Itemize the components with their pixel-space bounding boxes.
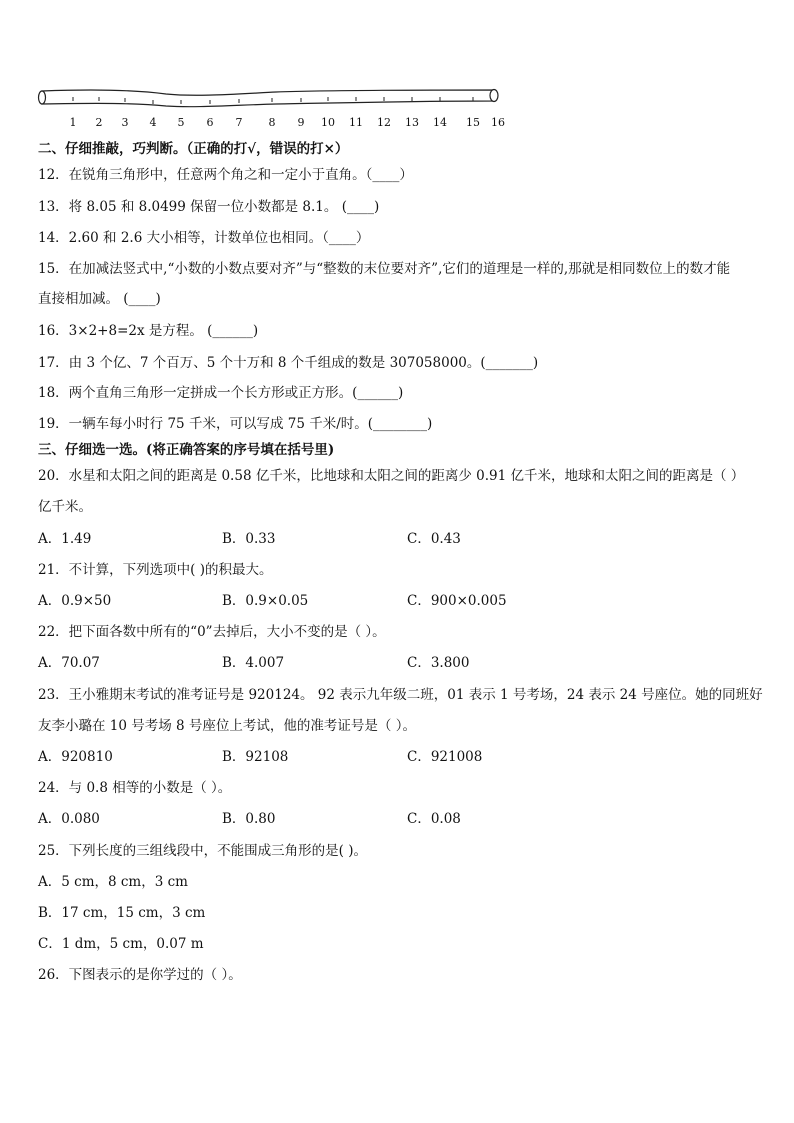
ruler-tick-label: 7 xyxy=(235,116,243,129)
ruler-figure xyxy=(36,84,506,134)
ruler-left-end xyxy=(39,91,46,104)
question-15-line1: 15．在加减法竖式中,“小数的小数点要对齐”与“整数的末位要对齐”,它们的道理是一样的,那就是相同数位上的数才能 xyxy=(38,261,731,277)
ruler-tick-label: 6 xyxy=(206,116,214,129)
ruler-tick-label: 15 xyxy=(466,116,480,129)
ruler-tick-label: 8 xyxy=(268,116,276,129)
question-23-line2: 友李小璐在 10 号考场 8 号座位上考试，他的准考证号是（ ）。 xyxy=(38,718,416,734)
question-13: 13．将 8.05 和 8.0499 保留一位小数都是 8.1。 (____) xyxy=(38,199,380,215)
question-23-option-b: B．92108 xyxy=(222,749,289,765)
ruler-right-end xyxy=(490,90,498,102)
question-23-option-a: A．920810 xyxy=(38,749,113,765)
question-23-option-c: C．921008 xyxy=(407,749,483,765)
question-22-option-a: A．70.07 xyxy=(38,655,100,671)
ruler-tick-label: 5 xyxy=(177,116,185,129)
ruler-tube xyxy=(42,90,494,107)
question-15-line2: 直接相加减。 (____) xyxy=(38,291,161,307)
ruler-tick-label: 9 xyxy=(297,116,305,129)
question-19: 19．一辆车每小时行 75 千米，可以写成 75 千米/时。(________) xyxy=(38,416,433,432)
question-25-line1: 25．下列长度的三组线段中，不能围成三角形的是( )。 xyxy=(38,843,368,859)
section3-heading: 三、仔细选一选。(将正确答案的序号填在括号里) xyxy=(38,442,335,458)
question-21-line1: 21．不计算，下列选项中( )的积最大。 xyxy=(38,562,273,578)
question-25-option-b: B．17 cm，15 cm，3 cm xyxy=(38,905,206,921)
question-14: 14．2.60 和 2.6 大小相等，计数单位也相同。（____） xyxy=(38,230,370,246)
question-21-option-a: A．0.9×50 xyxy=(38,593,112,609)
question-22-line1: 22．把下面各数中所有的“0”去掉后，大小不变的是（ ）。 xyxy=(38,624,386,640)
question-20-option-a: A．1.49 xyxy=(38,531,92,547)
ruler-svg xyxy=(36,84,506,134)
question-23-line1: 23．王小雅期末考试的准考证号是 920124。 92 表示九年级二班，01 表示 1 号考场，24 表示 24 号座位。她的同班好 xyxy=(38,687,763,703)
ruler-tick-label: 3 xyxy=(121,116,129,129)
question-25-option-a: A．5 cm，8 cm，3 cm xyxy=(38,874,188,890)
question-20-line1: 20．水星和太阳之间的距离是 0.58 亿千米，比地球和太阳之间的距离少 0.91 亿千米，地球和太阳之间的距离是（ ） xyxy=(38,468,745,484)
ruler-tick-label: 10 xyxy=(321,116,335,129)
ruler-tick-label: 2 xyxy=(95,116,103,129)
question-17: 17．由 3 个亿、7 个百万、5 个十万和 8 个千组成的数是 307058000。(_______) xyxy=(38,355,539,371)
question-12: 12．在锐角三角形中，任意两个角之和一定小于直角。（____） xyxy=(38,167,413,183)
question-22-option-c: C．3.800 xyxy=(407,655,470,671)
ruler-tick-label: 12 xyxy=(377,116,391,129)
question-16: 16．3×2+8=2x 是方程。 (______) xyxy=(38,323,259,339)
question-26-line1: 26．下图表示的是你学过的（ ）。 xyxy=(38,967,242,983)
question-24-line1: 24．与 0.8 相等的小数是（ ）。 xyxy=(38,780,232,796)
ruler-labels xyxy=(70,116,506,129)
question-24-option-b: B．0.80 xyxy=(222,811,276,827)
ruler-tick-label: 11 xyxy=(349,116,363,129)
question-21-option-b: B．0.9×0.05 xyxy=(222,593,309,609)
ruler-tick-label: 4 xyxy=(149,116,157,129)
question-24-option-a: A．0.080 xyxy=(38,811,100,827)
question-24-option-c: C．0.08 xyxy=(407,811,461,827)
question-25-option-c: C．1 dm，5 cm，0.07 m xyxy=(38,936,204,952)
question-20-line2: 亿千米。 xyxy=(38,499,92,515)
question-22-option-b: B．4.007 xyxy=(222,655,285,671)
ruler-tick-label: 16 xyxy=(491,116,505,129)
question-21-option-c: C．900×0.005 xyxy=(407,593,507,609)
section2-heading: 二、仔细推敲，巧判断。（正确的打√，错误的打×） xyxy=(38,141,349,157)
question-20-option-b: B．0.33 xyxy=(222,531,276,547)
question-20-option-c: C．0.43 xyxy=(407,531,461,547)
ruler-tick-label: 13 xyxy=(405,116,419,129)
ruler-tick-label: 14 xyxy=(433,116,447,129)
question-18: 18．两个直角三角形一定拼成一个长方形或正方形。(______) xyxy=(38,385,404,401)
ruler-tick-label: 1 xyxy=(69,116,77,129)
